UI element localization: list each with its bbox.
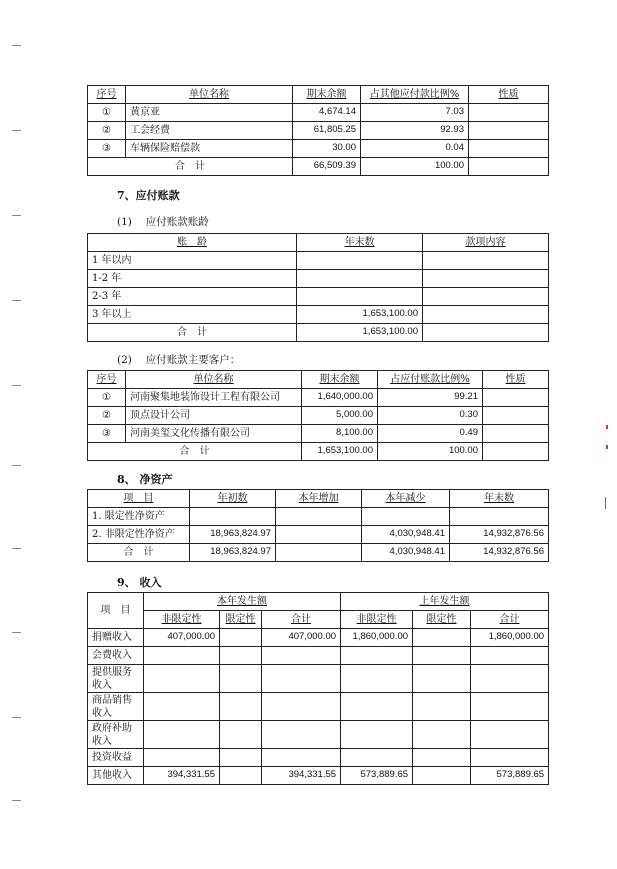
table-total-row — [88, 158, 549, 176]
table-row — [88, 122, 549, 140]
margin-mark — [12, 465, 21, 466]
cell — [220, 665, 262, 693]
margin-mark — [12, 717, 21, 718]
income-table — [87, 592, 549, 785]
row-end: 14,932,876.56 — [450, 526, 549, 544]
section-7-sub1: (1) 应付账款账龄 — [117, 216, 209, 228]
margin-mark — [12, 45, 21, 46]
red-mark — [605, 497, 606, 509]
col-header-prev-total: 合计 — [471, 611, 549, 629]
row-name: 河南聚集地装饰设计工程有限公司 — [126, 389, 302, 407]
table-total-row — [88, 544, 549, 562]
col-header-ratio: 占其他应付款比例% — [361, 86, 469, 104]
row-item: 1. 限定性净资产 — [88, 508, 190, 526]
row-label: 3 年以上 — [88, 306, 297, 324]
row-no: ③ — [88, 425, 126, 443]
total-nature — [469, 158, 549, 176]
col-header-no: 序号 — [88, 86, 126, 104]
total-ratio: 100.00 — [378, 443, 483, 461]
other-payables-table — [87, 85, 549, 176]
total-label: 合 计 — [88, 158, 293, 176]
total-ratio: 100.00 — [361, 158, 469, 176]
row-nature — [469, 104, 549, 122]
cell — [262, 721, 341, 749]
table-row — [88, 252, 549, 270]
margin-mark — [12, 215, 21, 216]
cell — [413, 721, 471, 749]
col-header-nature: 性质 — [469, 86, 549, 104]
row-amount: 30.00 — [293, 140, 361, 158]
table-row — [88, 647, 549, 665]
cell — [341, 665, 413, 693]
col-header-cur-restricted: 限定性 — [220, 611, 262, 629]
table-header-row — [88, 86, 549, 104]
margin-mark — [12, 300, 21, 301]
row-amount: 1,653,100.00 — [297, 306, 423, 324]
table-row — [88, 693, 549, 721]
cell — [144, 665, 220, 693]
row-end — [450, 508, 549, 526]
table-row — [88, 389, 549, 407]
cell — [471, 749, 549, 767]
cell — [262, 665, 341, 693]
row-item: 商品销售收入 — [88, 693, 144, 721]
col-header-item: 项 目 — [88, 593, 144, 629]
row-item: 其他收入 — [88, 767, 144, 785]
table-row — [88, 306, 549, 324]
cell — [220, 629, 262, 647]
row-no: ① — [88, 104, 126, 122]
row-name: 河南美玺文化传播有限公司 — [126, 425, 302, 443]
total-amount: 1,653,100.00 — [297, 324, 423, 342]
row-no: ② — [88, 122, 126, 140]
row-amount: 8,100.00 — [302, 425, 378, 443]
section-8-title: 8、 净资产 — [117, 473, 173, 486]
total-item: 合 计 — [88, 544, 190, 562]
col-header-current: 本年发生额 — [144, 593, 341, 611]
col-header-prev-restricted: 限定性 — [413, 611, 471, 629]
col-header-year-end: 年末数 — [297, 234, 423, 252]
row-label: 2-3 年 — [88, 288, 297, 306]
section-7-title: 7、应付账款 — [117, 189, 180, 202]
cell — [262, 693, 341, 721]
total-begin: 18,963,824.97 — [190, 544, 276, 562]
row-item: 捐赠收入 — [88, 629, 144, 647]
cell — [413, 767, 471, 785]
cell — [220, 767, 262, 785]
table-header-row — [88, 371, 549, 389]
col-header-cur-unrestricted: 非限定性 — [144, 611, 220, 629]
table-row — [88, 629, 549, 647]
row-begin — [190, 508, 276, 526]
col-header-amount: 期末余额 — [302, 371, 378, 389]
cell — [413, 693, 471, 721]
col-header-begin: 年初数 — [190, 490, 276, 508]
cell: 394,331.55 — [262, 767, 341, 785]
cell: 1,860,000.00 — [471, 629, 549, 647]
row-name: 顶点设计公司 — [126, 407, 302, 425]
table-header-row — [88, 490, 549, 508]
col-header-nature: 性质 — [483, 371, 549, 389]
row-amount — [297, 270, 423, 288]
total-label: 合 计 — [88, 324, 297, 342]
cell — [220, 647, 262, 665]
row-amount: 1,640,000.00 — [302, 389, 378, 407]
cell — [220, 721, 262, 749]
cell — [471, 721, 549, 749]
table-row — [88, 425, 549, 443]
cell — [144, 647, 220, 665]
cell — [262, 749, 341, 767]
row-nature — [483, 407, 549, 425]
cell — [144, 749, 220, 767]
cell — [413, 749, 471, 767]
table-header-row — [88, 593, 549, 611]
col-header-end: 年末数 — [450, 490, 549, 508]
table-row — [88, 526, 549, 544]
table-row — [88, 104, 549, 122]
col-header-content: 款项内容 — [423, 234, 549, 252]
col-header-no: 序号 — [88, 371, 126, 389]
table-row — [88, 270, 549, 288]
row-item: 政府补助收入 — [88, 721, 144, 749]
margin-mark — [12, 800, 21, 801]
row-label: 1-2 年 — [88, 270, 297, 288]
col-header-item: 项 目 — [88, 490, 190, 508]
row-content — [423, 252, 549, 270]
cell — [262, 647, 341, 665]
row-content — [423, 288, 549, 306]
row-content — [423, 270, 549, 288]
row-no: ③ — [88, 140, 126, 158]
total-nature — [483, 443, 549, 461]
margin-mark — [12, 632, 21, 633]
row-content — [423, 306, 549, 324]
row-item: 提供服务收入 — [88, 665, 144, 693]
cell — [471, 647, 549, 665]
row-ratio: 92.93 — [361, 122, 469, 140]
table-row — [88, 508, 549, 526]
table-subheader-row — [88, 611, 549, 629]
cell — [144, 693, 220, 721]
row-name: 车辆保险赔偿款 — [126, 140, 293, 158]
cell — [341, 749, 413, 767]
total-end: 14,932,876.56 — [450, 544, 549, 562]
total-content — [423, 324, 549, 342]
table-row — [88, 665, 549, 693]
row-ratio: 7.03 — [361, 104, 469, 122]
col-header-name: 单位名称 — [126, 371, 302, 389]
margin-mark — [12, 385, 21, 386]
row-amount — [297, 288, 423, 306]
section-7-sub2: (2) 应付账款主要客户： — [117, 354, 241, 366]
row-ratio: 99.21 — [378, 389, 483, 407]
customers-table — [87, 370, 549, 461]
table-row — [88, 140, 549, 158]
col-header-age: 账 龄 — [88, 234, 297, 252]
row-nature — [483, 425, 549, 443]
cell — [471, 693, 549, 721]
col-header-prev-unrestricted: 非限定性 — [341, 611, 413, 629]
cell — [220, 749, 262, 767]
row-amount: 61,805.25 — [293, 122, 361, 140]
total-label: 合 计 — [88, 443, 302, 461]
cell — [413, 647, 471, 665]
red-mark — [606, 425, 608, 429]
row-amount: 5,000.00 — [302, 407, 378, 425]
row-decrease: 4,030,948.41 — [362, 526, 450, 544]
row-nature — [469, 122, 549, 140]
row-nature — [483, 389, 549, 407]
total-increase — [276, 544, 362, 562]
row-name: 黄京亚 — [126, 104, 293, 122]
col-header-increase: 本年增加 — [276, 490, 362, 508]
row-decrease — [362, 508, 450, 526]
net-assets-table — [87, 489, 549, 562]
row-item: 会费收入 — [88, 647, 144, 665]
cell — [341, 721, 413, 749]
row-no: ① — [88, 389, 126, 407]
cell: 407,000.00 — [262, 629, 341, 647]
row-item: 投资收益 — [88, 749, 144, 767]
col-header-cur-total: 合计 — [262, 611, 341, 629]
cell — [413, 629, 471, 647]
cell — [341, 693, 413, 721]
col-header-amount: 期末余额 — [293, 86, 361, 104]
total-amount: 66,509.39 — [293, 158, 361, 176]
cell: 407,000.00 — [144, 629, 220, 647]
cell — [471, 665, 549, 693]
cell: 573,889.65 — [341, 767, 413, 785]
cell — [341, 647, 413, 665]
col-header-decrease: 本年减少 — [362, 490, 450, 508]
col-header-previous: 上年发生额 — [341, 593, 549, 611]
row-item: 2. 非限定性净资产 — [88, 526, 190, 544]
cell — [220, 693, 262, 721]
total-decrease: 4,030,948.41 — [362, 544, 450, 562]
table-total-row — [88, 443, 549, 461]
total-amount: 1,653,100.00 — [302, 443, 378, 461]
cell — [413, 665, 471, 693]
cell: 573,889.65 — [471, 767, 549, 785]
table-row — [88, 749, 549, 767]
row-increase — [276, 508, 362, 526]
red-mark — [606, 445, 608, 449]
table-row — [88, 767, 549, 785]
aging-table — [87, 233, 549, 342]
section-9-title: 9、 收入 — [117, 576, 162, 589]
cell — [144, 721, 220, 749]
table-row — [88, 721, 549, 749]
row-nature — [469, 140, 549, 158]
row-increase — [276, 526, 362, 544]
row-ratio: 0.30 — [378, 407, 483, 425]
margin-mark — [12, 130, 21, 131]
table-header-row — [88, 234, 549, 252]
table-row — [88, 407, 549, 425]
row-no: ② — [88, 407, 126, 425]
row-amount — [297, 252, 423, 270]
cell: 1,860,000.00 — [341, 629, 413, 647]
col-header-ratio: 占应付账款比例% — [378, 371, 483, 389]
row-begin: 18,963,824.97 — [190, 526, 276, 544]
row-label: 1 年以内 — [88, 252, 297, 270]
row-amount: 4,674.14 — [293, 104, 361, 122]
table-total-row — [88, 324, 549, 342]
col-header-name: 单位名称 — [126, 86, 293, 104]
table-row — [88, 288, 549, 306]
row-name: 工会经费 — [126, 122, 293, 140]
row-ratio: 0.49 — [378, 425, 483, 443]
cell: 394,331.55 — [144, 767, 220, 785]
row-ratio: 0.04 — [361, 140, 469, 158]
margin-mark — [12, 548, 21, 549]
